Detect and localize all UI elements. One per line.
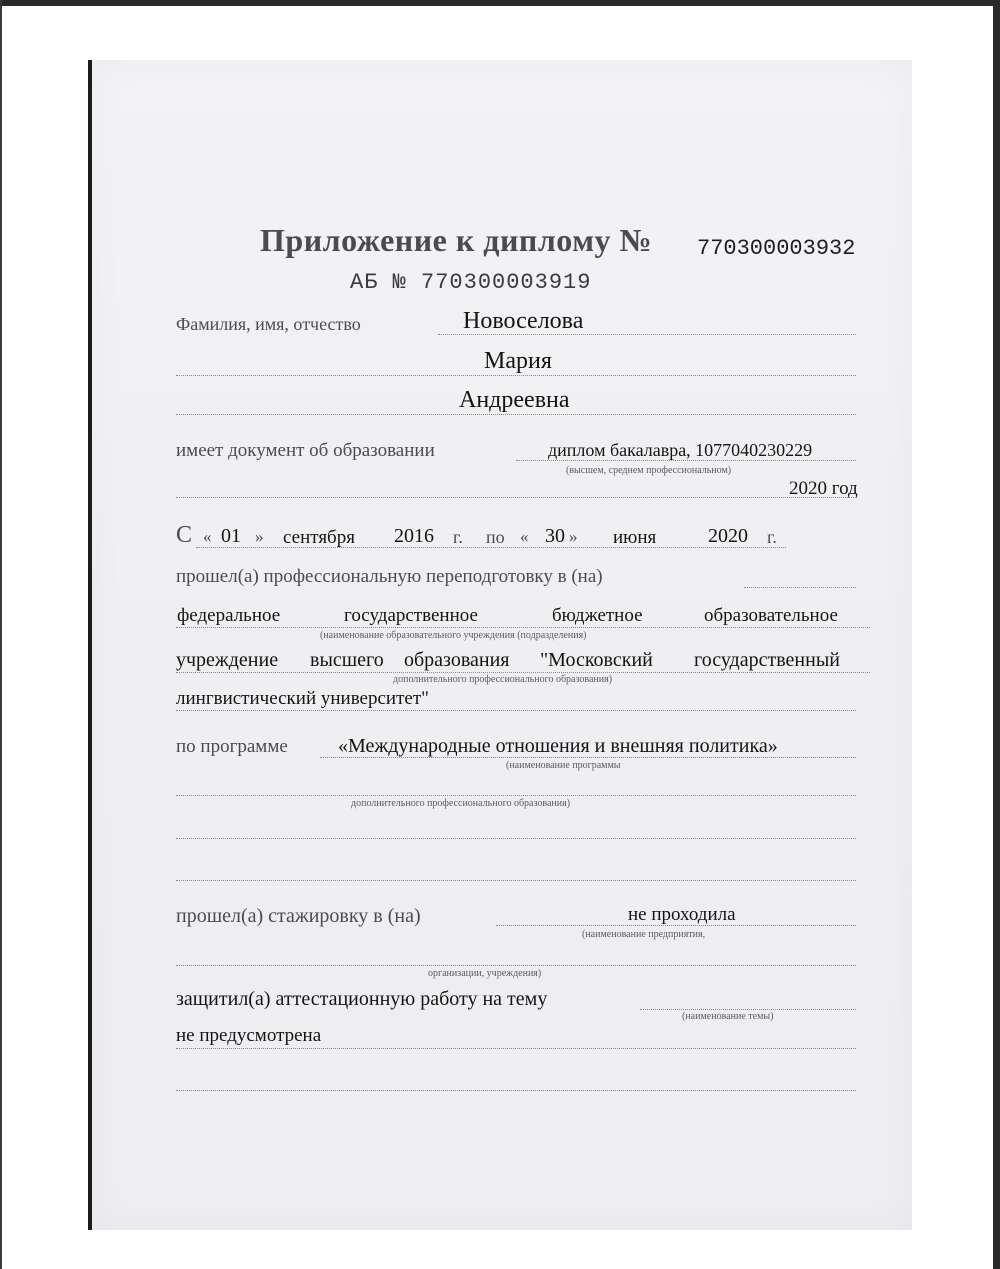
- start-year: 2016: [394, 525, 434, 547]
- start-month: сентября: [283, 527, 355, 548]
- quote-close-2: »: [569, 527, 578, 546]
- institution-hint-2: дополнительного профессионального образования): [393, 674, 613, 685]
- year-suffix-2: г.: [767, 527, 777, 547]
- thesis-line-2: [176, 1048, 856, 1049]
- fio-line-3: [176, 414, 856, 415]
- internship-label: прошел(а) стажировку в (на): [176, 905, 421, 927]
- quote-open-1: «: [203, 527, 212, 546]
- thesis-hint: (наименование темы): [682, 1011, 774, 1022]
- end-month: июня: [613, 527, 657, 548]
- education-value: диплом бакалавра, 1077040230229: [548, 440, 813, 460]
- thesis-line-3: [176, 1090, 856, 1091]
- education-label: имеет документ об образовании: [176, 440, 435, 461]
- thesis-label: защитил(а) аттестационную работу на тему: [176, 988, 548, 1010]
- fio-label: Фамилия, имя, отчество: [176, 314, 361, 334]
- institution-line-2: [176, 672, 870, 673]
- first-name: Мария: [484, 348, 552, 374]
- quote-open-2: «: [520, 527, 529, 546]
- institution-word: высшего: [310, 649, 384, 671]
- retraining-line: [744, 587, 856, 588]
- institution-line-3-text: лингвистический университет": [176, 688, 429, 709]
- institution-word: бюджетное: [552, 605, 643, 626]
- end-year: 2020: [708, 525, 748, 547]
- diploma-number: 770300003932: [697, 236, 856, 261]
- window-frame-left: [0, 0, 2, 1269]
- institution-word: федеральное: [177, 605, 281, 626]
- period-prefix: С: [176, 522, 193, 548]
- education-line-2: [176, 497, 856, 498]
- year-suffix-1: г.: [453, 527, 463, 547]
- internship-hint-1: (наименование предприятия,: [582, 929, 706, 940]
- program-value: «Международные отношения и внешняя политика»: [338, 735, 778, 757]
- institution-word: государственное: [344, 605, 478, 626]
- document-title: Приложение к диплому №: [260, 222, 653, 258]
- institution-word: "Московский: [540, 649, 653, 671]
- thesis-line: [640, 1009, 856, 1010]
- quote-close-1: »: [255, 527, 264, 546]
- series-number: АБ № 770300003919: [350, 270, 592, 295]
- window-frame-right: [993, 0, 1000, 1269]
- education-hint: (высшем, среднем профессиональном): [566, 465, 732, 476]
- retraining-label: прошел(а) профессиональную переподготовку в (на): [176, 566, 603, 587]
- institution-word: учреждение: [176, 649, 279, 671]
- program-line-2: [176, 795, 856, 796]
- institution-word: образовательное: [704, 605, 838, 626]
- education-year: 2020 год: [789, 478, 858, 499]
- program-hint-1: (наименование программы: [506, 760, 621, 771]
- institution-word: образования: [404, 649, 510, 671]
- internship-line-2: [176, 965, 856, 966]
- institution-word: государственный: [694, 649, 840, 671]
- period-to: по: [486, 527, 505, 547]
- internship-value: не проходила: [628, 904, 736, 925]
- patronymic: Андреевна: [459, 387, 570, 413]
- program-label: по программе: [176, 736, 288, 757]
- institution-hint-1: (наименование образовательного учреждения (подразделения): [320, 630, 587, 641]
- fio-line-2: [176, 375, 856, 376]
- program-line-3: [176, 838, 856, 839]
- institution-line-3: [176, 710, 856, 711]
- window-frame-top: [0, 0, 1000, 6]
- internship-hint-2: организации, учреждения): [428, 968, 542, 979]
- thesis-value: не предусмотрена: [176, 1025, 322, 1046]
- end-day: 30: [545, 525, 565, 547]
- institution-line-1: [176, 627, 870, 628]
- surname: Новоселова: [463, 308, 584, 334]
- start-day: 01: [221, 525, 241, 547]
- program-hint-2: дополнительного профессионального образования): [351, 798, 571, 809]
- program-line-4: [176, 880, 856, 881]
